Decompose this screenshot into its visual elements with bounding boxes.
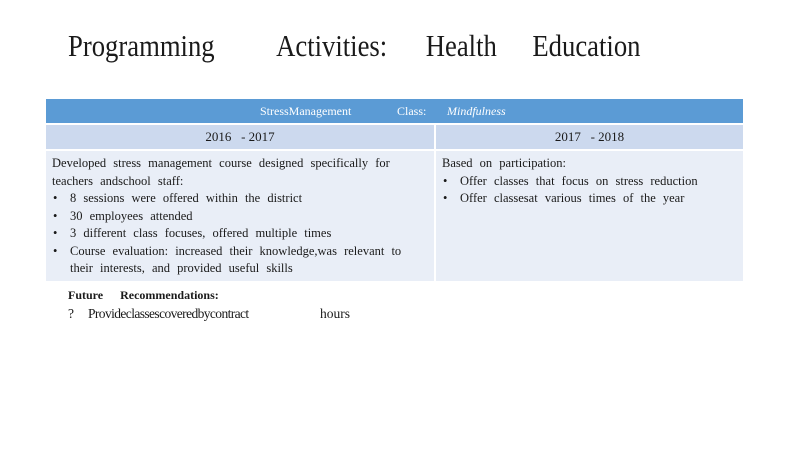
title-word-activities: Activities:: [276, 28, 388, 63]
year-cell-2016: 2016 - 2017: [46, 124, 435, 150]
content-intro: Based on participation:: [442, 156, 566, 170]
content-list: [52, 190, 428, 278]
list-item: • 3 different class focuses, offered multiple times: [52, 225, 428, 243]
recommendation-marker: ?: [68, 306, 74, 321]
content-list: [442, 173, 737, 208]
class-value: Mindfulness: [447, 104, 506, 118]
recommendation-suffix: hours: [320, 306, 350, 321]
list-item: • Offer classesat various times of the year: [442, 190, 737, 208]
content-row: [46, 150, 743, 281]
title-word-education: Education: [532, 28, 641, 63]
program-table: [46, 99, 743, 281]
topic-label: StressManagement: [260, 104, 352, 118]
list-item: • 30 employees attended: [52, 208, 428, 226]
list-item: • 8 sessions were offered within the district: [52, 190, 428, 208]
list-item: • Course evaluation: increased their knowledge,was relevant to their interests, and provided useful skills: [52, 243, 428, 278]
content-cell-2017: [435, 150, 743, 281]
future-recommendations-heading: Future Recommendations:: [68, 288, 219, 302]
recommendation-text: Provideclassescoveredbycontract: [88, 306, 249, 321]
content-cell-2016: [46, 150, 435, 281]
year-cell-2017: 2017 - 2018: [435, 124, 743, 150]
year-row: [46, 124, 743, 150]
table-header-cell: [46, 99, 743, 124]
list-item: • Offer classes that focus on stress reduction: [442, 173, 737, 191]
class-label: Class:: [397, 104, 427, 118]
title-word-health: Health: [425, 28, 497, 63]
title-word-programming: Programming: [68, 28, 215, 63]
page-title: [68, 26, 641, 66]
content-intro: Developed stress management course designed specifically for teachers andschool staff:: [52, 156, 390, 188]
table-header-row: [46, 99, 743, 124]
